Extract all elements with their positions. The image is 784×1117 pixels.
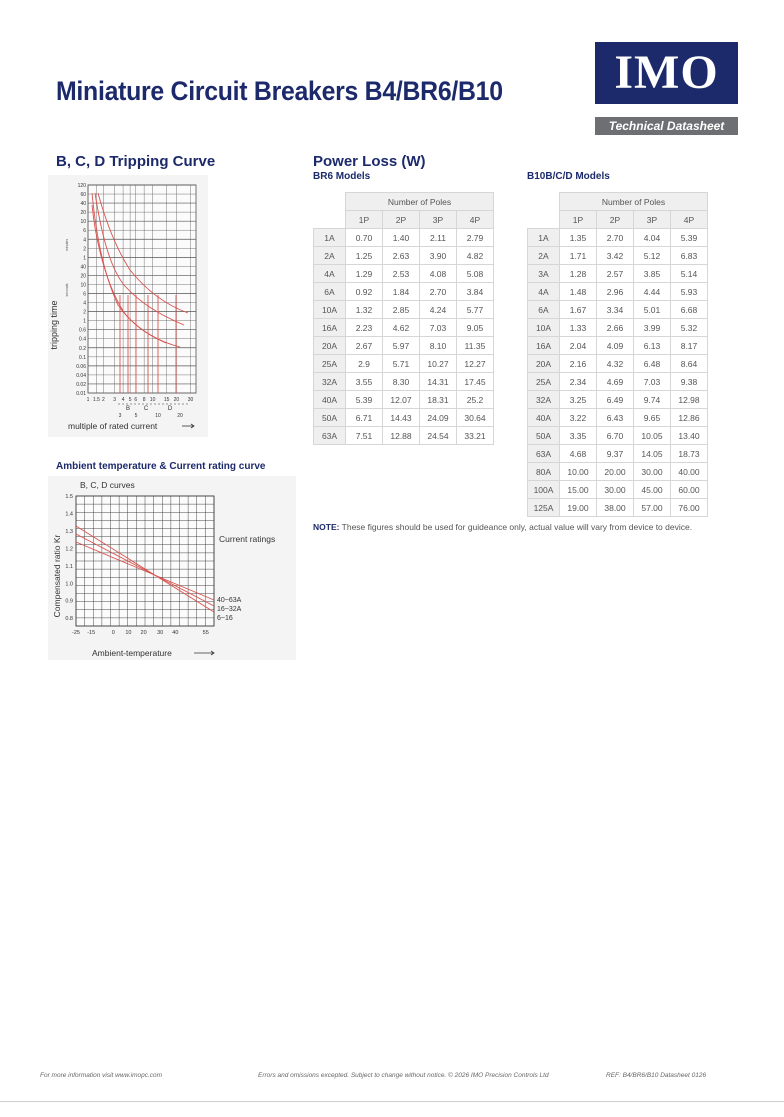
value-cell: 2.70 (597, 229, 634, 247)
value-cell: 8.30 (383, 373, 420, 391)
tripping-xtick: 5 (128, 397, 132, 403)
rating-cell: 40A (314, 391, 346, 409)
value-cell: 9.05 (457, 319, 494, 337)
value-cell: 6.13 (634, 337, 671, 355)
table-row (314, 409, 494, 427)
value-cell: 9.74 (634, 391, 671, 409)
ambient-ytick: 0.9 (65, 598, 73, 605)
value-cell: 12.27 (457, 355, 494, 373)
series-label-16-32: 16~32A (217, 606, 242, 613)
rating-cell: 100A (528, 481, 560, 499)
rating-cell: 6A (314, 283, 346, 301)
footer-website: For more information visit www.imopc.com (40, 1072, 163, 1079)
table-row (528, 499, 708, 517)
tripping-xtick: 3 (113, 397, 117, 403)
value-cell: 4.68 (560, 445, 597, 463)
tripping-ytick: 0.4 (79, 336, 86, 343)
zone-tick: 5 (134, 413, 138, 419)
value-cell: 76.00 (671, 499, 708, 517)
table-row (314, 373, 494, 391)
table-row (528, 229, 708, 247)
value-cell: 9.37 (597, 445, 634, 463)
value-cell: 1.84 (383, 283, 420, 301)
tripping-xtick: 1.5 (92, 397, 100, 403)
value-cell: 6.83 (671, 247, 708, 265)
value-cell: 4.24 (420, 301, 457, 319)
table-row (528, 301, 708, 319)
rating-cell: 10A (314, 301, 346, 319)
value-cell: 17.45 (457, 373, 494, 391)
value-cell: 1.25 (346, 247, 383, 265)
value-cell: 30.00 (634, 463, 671, 481)
value-cell: 12.86 (671, 409, 708, 427)
pole-column-header: 2P (383, 211, 420, 229)
tripping-ytick: 20 (80, 273, 86, 280)
rating-cell: 2A (314, 247, 346, 265)
tripping-ytick: 1 (83, 255, 86, 262)
tripping-xtick: 6 (134, 397, 138, 403)
value-cell: 7.03 (634, 373, 671, 391)
value-cell: 0.92 (346, 283, 383, 301)
rating-cell: 1A (528, 229, 560, 247)
value-cell: 4.09 (597, 337, 634, 355)
value-cell: 5.08 (457, 265, 494, 283)
rating-cell: 4A (528, 283, 560, 301)
table-row (528, 355, 708, 373)
table-row (314, 247, 494, 265)
tripping-ytick: 10 (80, 219, 86, 226)
value-cell: 2.79 (457, 229, 494, 247)
value-cell: 11.35 (457, 337, 494, 355)
value-cell: 13.40 (671, 427, 708, 445)
rating-cell: 32A (528, 391, 560, 409)
value-cell: 12.07 (383, 391, 420, 409)
value-cell: 10.00 (560, 463, 597, 481)
value-cell: 2.70 (420, 283, 457, 301)
rating-cell: 50A (314, 409, 346, 427)
number-of-poles-header: Number of Poles (560, 193, 708, 211)
table-row (314, 301, 494, 319)
tripping-ytick: 4 (83, 300, 86, 307)
rating-cell: 25A (314, 355, 346, 373)
value-cell: 5.14 (671, 265, 708, 283)
br6-power-loss-table (313, 192, 494, 445)
table-row (528, 463, 708, 481)
tripping-xtick: 4 (121, 397, 125, 403)
tripping-ytick: 0.06 (76, 363, 86, 370)
value-cell: 1.29 (346, 265, 383, 283)
value-cell: 1.67 (560, 301, 597, 319)
value-cell: 14.31 (420, 373, 457, 391)
rating-cell: 20A (314, 337, 346, 355)
table-row (314, 229, 494, 247)
value-cell: 19.00 (560, 499, 597, 517)
value-cell: 2.96 (597, 283, 634, 301)
rating-cell: 63A (528, 445, 560, 463)
value-cell: 45.00 (634, 481, 671, 499)
tripping-ytick: 40 (80, 201, 86, 208)
value-cell: 4.08 (420, 265, 457, 283)
note (313, 522, 692, 532)
tripping-xtick: 30 (187, 397, 194, 403)
tripping-ytick: 2 (83, 246, 86, 253)
value-cell: 10.05 (634, 427, 671, 445)
footer-reference: REF: B4/BR6/B10 Datasheet 0126 (606, 1072, 707, 1079)
table-row (314, 319, 494, 337)
rating-cell: 63A (314, 427, 346, 445)
tripping-ytick: 0.02 (76, 381, 86, 388)
value-cell: 3.84 (457, 283, 494, 301)
rating-cell: 25A (528, 373, 560, 391)
value-cell: 6.48 (634, 355, 671, 373)
tripping-ytick: 0.04 (76, 372, 86, 379)
value-cell: 2.63 (383, 247, 420, 265)
tripping-xtick: 8 (142, 397, 146, 403)
value-cell: 12.98 (671, 391, 708, 409)
ambient-chart (48, 476, 296, 660)
value-cell: 6.43 (597, 409, 634, 427)
footer-disclaimer: Errors and omissions excepted. Subject to change without notice. © 2026 IMO Precision Controls Ltd (258, 1072, 549, 1079)
table-row (528, 481, 708, 499)
tripping-ytick: 6 (83, 291, 86, 298)
rating-cell: 1A (314, 229, 346, 247)
zone-tick: 3 (118, 413, 122, 419)
value-cell: 5.39 (346, 391, 383, 409)
value-cell: 3.90 (420, 247, 457, 265)
value-cell: 18.31 (420, 391, 457, 409)
value-cell: 2.9 (346, 355, 383, 373)
tripping-ytick: 60 (80, 192, 86, 199)
value-cell: 1.28 (560, 265, 597, 283)
value-cell: 4.32 (597, 355, 634, 373)
tripping-xtick: 15 (163, 397, 170, 403)
tripping-xtick: 20 (173, 397, 180, 403)
page-title: Miniature Circuit Breakers B4/BR6/B10 (56, 76, 503, 106)
table-row (314, 355, 494, 373)
value-cell: 0.70 (346, 229, 383, 247)
rating-cell: 4A (314, 265, 346, 283)
value-cell: 14.05 (634, 445, 671, 463)
value-cell: 5.71 (383, 355, 420, 373)
value-cell: 15.00 (560, 481, 597, 499)
ambient-ytick: 1.2 (65, 546, 73, 553)
value-cell: 4.44 (634, 283, 671, 301)
zone-label: B (125, 406, 131, 412)
value-cell: 2.11 (420, 229, 457, 247)
tripping-xtick: 10 (149, 397, 156, 403)
ambient-ytick: 1.1 (65, 563, 73, 570)
ambient-heading: Ambient temperature & Current rating curve (56, 461, 266, 472)
value-cell: 3.85 (634, 265, 671, 283)
ambient-ytick: 1.5 (65, 494, 73, 500)
value-cell: 7.03 (420, 319, 457, 337)
number-of-poles-header: Number of Poles (346, 193, 494, 211)
table-row (528, 319, 708, 337)
tripping-xlabel: multiple of rated current (68, 421, 158, 431)
value-cell: 1.33 (560, 319, 597, 337)
ambient-svg (48, 476, 296, 660)
tripping-ytick: 0.01 (76, 391, 86, 397)
value-cell: 1.32 (346, 301, 383, 319)
table-row (314, 391, 494, 409)
value-cell: 40.00 (671, 463, 708, 481)
tripping-ytick: 2 (83, 309, 86, 316)
tripping-xtick: 2 (102, 397, 105, 403)
table-row (314, 265, 494, 283)
value-cell: 6.49 (597, 391, 634, 409)
footer-divider (0, 1101, 784, 1102)
zone-tick: 20 (177, 413, 183, 419)
imo-logo: IMO (595, 42, 738, 104)
value-cell: 2.23 (346, 319, 383, 337)
value-cell: 5.39 (671, 229, 708, 247)
note-label: NOTE: (313, 522, 340, 532)
value-cell: 3.35 (560, 427, 597, 445)
series-label-6-16: 6~16 (217, 615, 233, 622)
value-cell: 25.2 (457, 391, 494, 409)
value-cell: 6.70 (597, 427, 634, 445)
tripping-xtick: 1 (86, 397, 90, 403)
value-cell: 57.00 (634, 499, 671, 517)
tripping-ytick: 0.6 (79, 327, 86, 334)
value-cell: 2.16 (560, 355, 597, 373)
value-cell: 8.10 (420, 337, 457, 355)
value-cell: 24.09 (420, 409, 457, 427)
rating-cell: 3A (528, 265, 560, 283)
ambient-ytick: 1.4 (65, 511, 73, 518)
rating-cell: 2A (528, 247, 560, 265)
rating-cell: 6A (528, 301, 560, 319)
value-cell: 2.67 (346, 337, 383, 355)
br6-title: BR6 Models (313, 171, 371, 182)
value-cell: 20.00 (597, 463, 634, 481)
tripping-ytick: 120 (77, 183, 86, 189)
value-cell: 9.65 (634, 409, 671, 427)
value-cell: 6.68 (671, 301, 708, 319)
value-cell: 30.00 (597, 481, 634, 499)
value-cell: 5.77 (457, 301, 494, 319)
value-cell: 2.04 (560, 337, 597, 355)
rating-cell: 50A (528, 427, 560, 445)
technical-datasheet-badge: Technical Datasheet (595, 117, 738, 135)
tripping-curve-heading: B, C, D Tripping Curve (56, 153, 216, 170)
value-cell: 5.01 (634, 301, 671, 319)
value-cell: 5.12 (634, 247, 671, 265)
ambient-ytick: 1.3 (65, 528, 73, 535)
table-row (528, 247, 708, 265)
tripping-ytick: 6 (83, 228, 86, 235)
power-loss-heading: Power Loss (W) (313, 153, 426, 170)
table-row (528, 427, 708, 445)
value-cell: 3.55 (346, 373, 383, 391)
pole-column-header: 4P (671, 211, 708, 229)
tripping-ytick: 0.2 (79, 345, 86, 352)
value-cell: 8.64 (671, 355, 708, 373)
value-cell: 1.71 (560, 247, 597, 265)
value-cell: 4.04 (634, 229, 671, 247)
table-row (528, 409, 708, 427)
ambient-ytick: 1.0 (65, 581, 73, 588)
value-cell: 5.32 (671, 319, 708, 337)
value-cell: 2.53 (383, 265, 420, 283)
ambient-xtick: 20 (140, 630, 147, 636)
tripping-curve-svg (48, 175, 208, 437)
rating-cell: 125A (528, 499, 560, 517)
pole-column-header: 3P (634, 211, 671, 229)
rating-cell: 80A (528, 463, 560, 481)
value-cell: 18.73 (671, 445, 708, 463)
value-cell: 3.34 (597, 301, 634, 319)
table-row (314, 427, 494, 445)
value-cell: 4.62 (383, 319, 420, 337)
pole-column-header: 1P (346, 211, 383, 229)
value-cell: 33.21 (457, 427, 494, 445)
b10-power-loss-table (527, 192, 708, 517)
value-cell: 1.40 (383, 229, 420, 247)
zone-label: C (143, 406, 149, 412)
tripping-unit-seconds: seconds (65, 283, 69, 297)
value-cell: 4.82 (457, 247, 494, 265)
tripping-ytick: 40 (80, 264, 86, 271)
ambient-xtick: -15 (87, 630, 96, 636)
table-row (528, 445, 708, 463)
value-cell: 6.71 (346, 409, 383, 427)
pole-column-header: 2P (597, 211, 634, 229)
rating-cell: 16A (314, 319, 346, 337)
pole-column-header: 3P (420, 211, 457, 229)
ambient-xlabel: Ambient-temperature (92, 648, 172, 658)
table-row (528, 391, 708, 409)
ambient-xtick: 10 (125, 630, 132, 636)
value-cell: 3.99 (634, 319, 671, 337)
tripping-curve-chart (48, 175, 208, 437)
ambient-xtick: 30 (157, 630, 164, 636)
table-row (528, 337, 708, 355)
table-row (314, 337, 494, 355)
tripping-ytick: 0.1 (79, 354, 86, 361)
rating-cell: 10A (528, 319, 560, 337)
note-text: These figures should be used for guideance only, actual value will vary from device to device. (339, 522, 693, 532)
tripping-ytick: 4 (83, 237, 86, 244)
value-cell: 4.69 (597, 373, 634, 391)
ambient-ytick: 0.8 (65, 616, 73, 623)
series-label-40-63: 40~63A (217, 597, 242, 604)
value-cell: 30.64 (457, 409, 494, 427)
ambient-title: B, C, D curves (80, 480, 135, 490)
value-cell: 3.22 (560, 409, 597, 427)
value-cell: 5.97 (383, 337, 420, 355)
value-cell: 8.17 (671, 337, 708, 355)
value-cell: 10.27 (420, 355, 457, 373)
tripping-ylabel: tripping time (49, 300, 59, 350)
rating-cell: 16A (528, 337, 560, 355)
value-cell: 5.93 (671, 283, 708, 301)
value-cell: 3.25 (560, 391, 597, 409)
value-cell: 14.43 (383, 409, 420, 427)
ambient-xtick: 55 (202, 630, 209, 636)
value-cell: 9.38 (671, 373, 708, 391)
ambient-xlabel-arrow-icon (194, 651, 214, 655)
rating-cell: 32A (314, 373, 346, 391)
rating-cell: 20A (528, 355, 560, 373)
value-cell: 38.00 (597, 499, 634, 517)
value-cell: 3.42 (597, 247, 634, 265)
value-cell: 1.35 (560, 229, 597, 247)
value-cell: 1.48 (560, 283, 597, 301)
table-row (528, 283, 708, 301)
b10-title: B10B/C/D Models (527, 171, 610, 182)
pole-column-header: 1P (560, 211, 597, 229)
ambient-ylabel: Compensated ratio Kr (52, 534, 62, 618)
value-cell: 2.85 (383, 301, 420, 319)
ambient-xtick: 40 (172, 630, 179, 636)
ambient-xtick: 0 (111, 630, 115, 636)
tripping-ytick: 20 (80, 210, 86, 217)
value-cell: 2.57 (597, 265, 634, 283)
value-cell: 2.66 (597, 319, 634, 337)
value-cell: 7.51 (346, 427, 383, 445)
table-row (528, 373, 708, 391)
tripping-unit-minutes: minutes (65, 238, 69, 252)
zone-tick: 10 (155, 413, 161, 419)
zone-label: D (167, 406, 173, 412)
table-row (528, 265, 708, 283)
current-ratings-label: Current ratings (219, 534, 276, 544)
pole-column-header: 4P (457, 211, 494, 229)
tripping-ytick: 10 (80, 282, 86, 289)
value-cell: 60.00 (671, 481, 708, 499)
value-cell: 24.54 (420, 427, 457, 445)
table-row (314, 283, 494, 301)
tripping-ytick: 1 (83, 318, 86, 325)
value-cell: 2.34 (560, 373, 597, 391)
value-cell: 12.88 (383, 427, 420, 445)
ambient-xtick: -25 (72, 630, 80, 636)
rating-cell: 40A (528, 409, 560, 427)
